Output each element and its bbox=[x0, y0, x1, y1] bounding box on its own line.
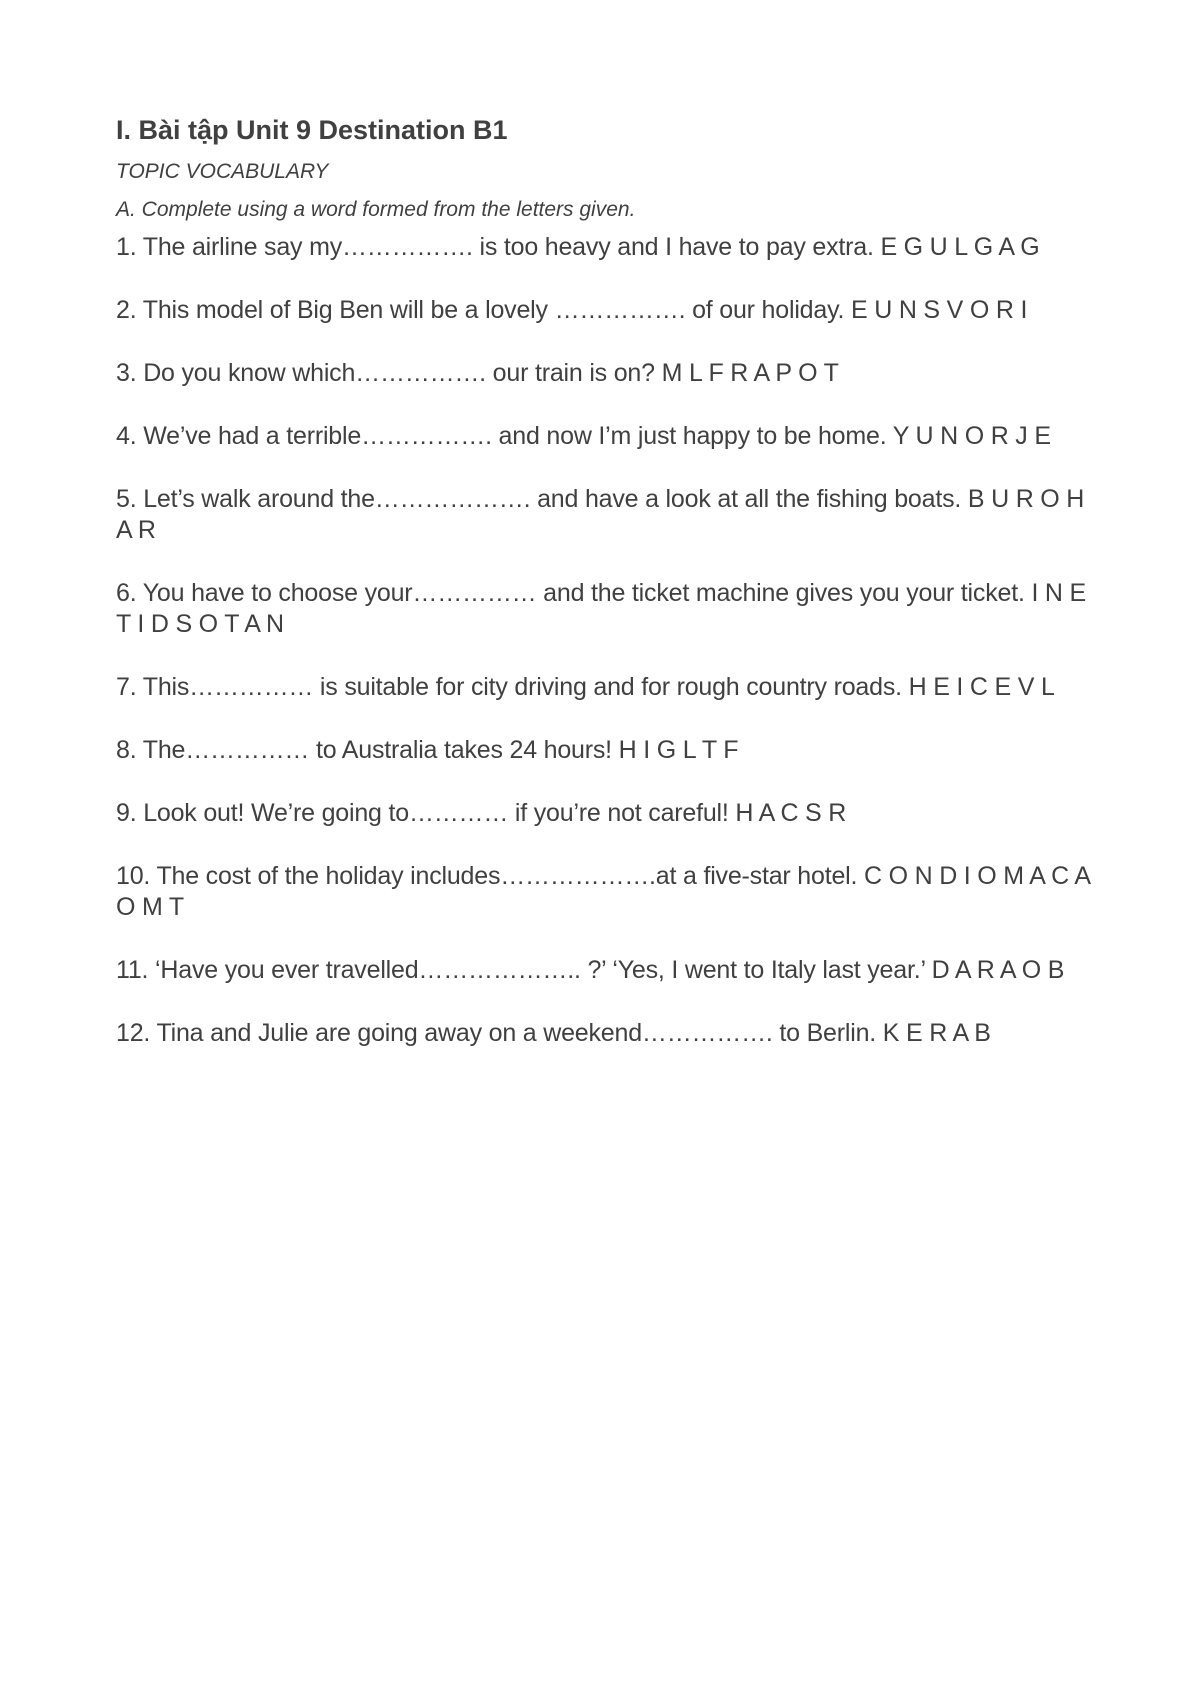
document-title: I. Bài tập Unit 9 Destination B1 bbox=[116, 115, 508, 145]
exercise-item-2: 2. This model of Big Ben will be a lovely ……………. of our holiday. E U N S V O R I bbox=[116, 296, 1028, 324]
exercise-item-10: 10. The cost of the holiday includes……………….at a five-star hotel. C O N D I O M A C A O M T bbox=[116, 862, 1090, 921]
exercise-item-4: 4. We’ve had a terrible……………. and now I’m just happy to be home. Y U N O R J E bbox=[116, 422, 1051, 450]
exercise-instruction: A. Complete using a word formed from the letters given. bbox=[116, 198, 636, 221]
exercise-item-6: 6. You have to choose your…………… and the ticket machine gives you your ticket. I N E T I D S O T A N bbox=[116, 579, 1087, 638]
exercise-item-5: 5. Let’s walk around the………………. and have a look at all the fishing boats. B U R O H A R bbox=[116, 485, 1085, 544]
exercise-item-3: 3. Do you know which……………. our train is on? M L F R A P O T bbox=[116, 359, 839, 387]
exercise-item-8: 8. The…………… to Australia takes 24 hours! H I G L T F bbox=[116, 736, 739, 764]
exercise-item-1: 1. The airline say my……………. is too heavy and I have to pay extra. E G U L G A G bbox=[116, 233, 1040, 261]
exercise-item-11: 11. ‘Have you ever travelled……………….. ?’ ‘Yes, I went to Italy last year.’ D A R A O B bbox=[116, 956, 1065, 984]
exercise-list bbox=[116, 232, 1100, 1049]
exercise-item-7: 7. This…………… is suitable for city driving and for rough country roads. H E I C E V L bbox=[116, 673, 1055, 701]
exercise-item-12: 12. Tina and Julie are going away on a weekend……………. to Berlin. K E R A B bbox=[116, 1019, 991, 1047]
exercise-item-9: 9. Look out! We’re going to………… if you’re not careful! H A C S R bbox=[116, 799, 847, 827]
section-subtitle: TOPIC VOCABULARY bbox=[116, 160, 329, 183]
